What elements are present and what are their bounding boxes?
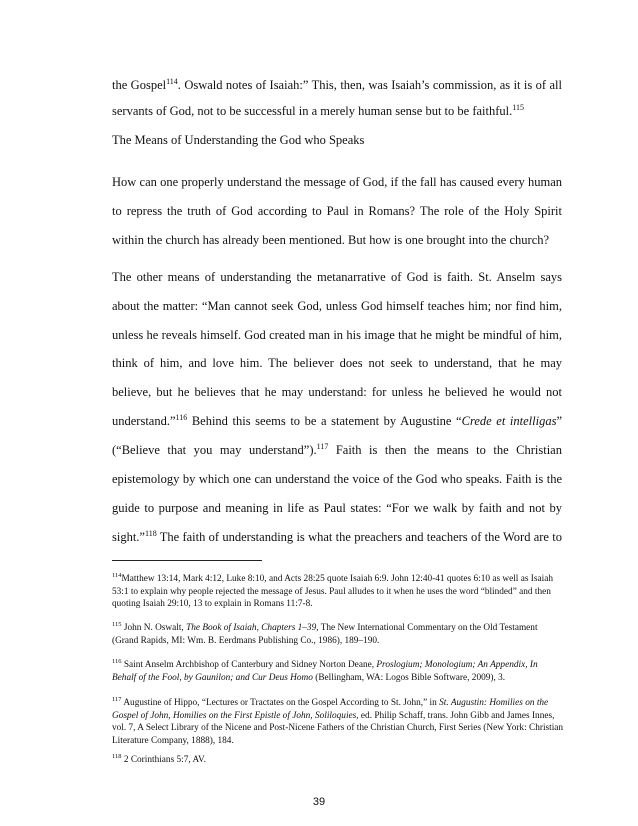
body-line: epistemology by which one can understand the voice of the God who speaks. Faith is the: [112, 472, 562, 486]
body-line: guide to purpose and meaning in life as Paul states: “For we walk by faith and not by: [112, 501, 562, 515]
body-line: (“Believe that you may understand”).$^{117}$ Faith is then the means to the Christian: [112, 441, 562, 457]
body-line: servants of God, not to be successful in a merely human sense but to be faithful.$^{115}$: [112, 102, 524, 118]
body-line: about the matter: “Man cannot seek God, unless God himself teaches him; nor find him,: [112, 299, 562, 313]
body-line: The other means of understanding the metanarrative of God is faith. St. Anselm says: [112, 270, 562, 284]
body-line: unless he reveals himself. God created man in his image that he might be mindful of him,: [112, 328, 562, 342]
body-line: the Gospel$^{114}$. Oswald notes of Isaiah:” This, then, was Isaiah’s commission, as it is of all: [112, 76, 562, 92]
section-heading: The Means of Understanding the God who Speaks: [112, 133, 365, 147]
footnote-115: $^{115}$ John N. Oswalt, The Book of Isaiah, Chapters 1–39, The New International Commentary on the Old Testament (Grand Rapids, MI: Wm. B. Eerdmans Publishing Co., 1986), 189–190.: [112, 620, 538, 646]
body-line: within the church has already been mentioned. But how is one brought into the church?: [112, 233, 550, 247]
body-line: to repress the truth of God according to Paul in Romans? The role of the Holy Spirit: [112, 204, 562, 218]
footnote-114: $^{114}$Matthew 13:14, Mark 4:12, Luke 8:10, and Acts 28:25 quote Isaiah 6:9. John 12:40-41 quotes 6:10 as well as Isaiah 53:1 to explain why people rejected the message of Jesus. Paul alludes to it when he uses the word “blinded” and then quoting Isaiah 29:10, 13 to explain in Romans 11:7-8.: [112, 571, 553, 609]
body-line: How can one properly understand the message of God, if the fall has caused every human: [112, 175, 562, 189]
page-number: 39: [312, 796, 326, 808]
footnote-117: $^{117}$ Augustine of Hippo, “Lectures or Tractates on the Gospel According to St. John,” in St. Augustin: Homilies on the Gospel of John, Homilies on the First Epistle of John, Soliloquies, ed. Philip Schaff, trans. John Gibb and James Innes, vol. 7, A Select Library of the Nicene and Post-Nicene Fathers of the Christian Church, First Series (New York: Christian Literature Company, 1888), 184.: [112, 695, 564, 746]
footnote-116: $^{116}$ Saint Anselm Archbishop of Canterbury and Sidney Norton Deane, Proslogium; Monologium; An Appendix, In Behalf of the Fool, by Gaunilon; and Cur Deus Homo (Bellingham, WA: Logos Bible Software, 2009), 3.: [112, 657, 538, 683]
footnote-separator: [112, 560, 262, 561]
body-line: believe, but he believes that he may understand: for unless he believed he would not: [112, 385, 562, 399]
body-line: sight.”$^{118}$ The faith of understanding is what the preachers and teachers of the Word are to: [112, 528, 562, 544]
body-line: understand.”$^{116}$ Behind this seems to be a statement by Augustine “Crede et intelligas”: [112, 412, 562, 428]
footnote-118: $^{118}$ 2 Corinthians 5:7, AV.: [112, 752, 206, 765]
body-line: think of him, and love him. The believer does not seek to understand, that he may: [112, 356, 562, 370]
